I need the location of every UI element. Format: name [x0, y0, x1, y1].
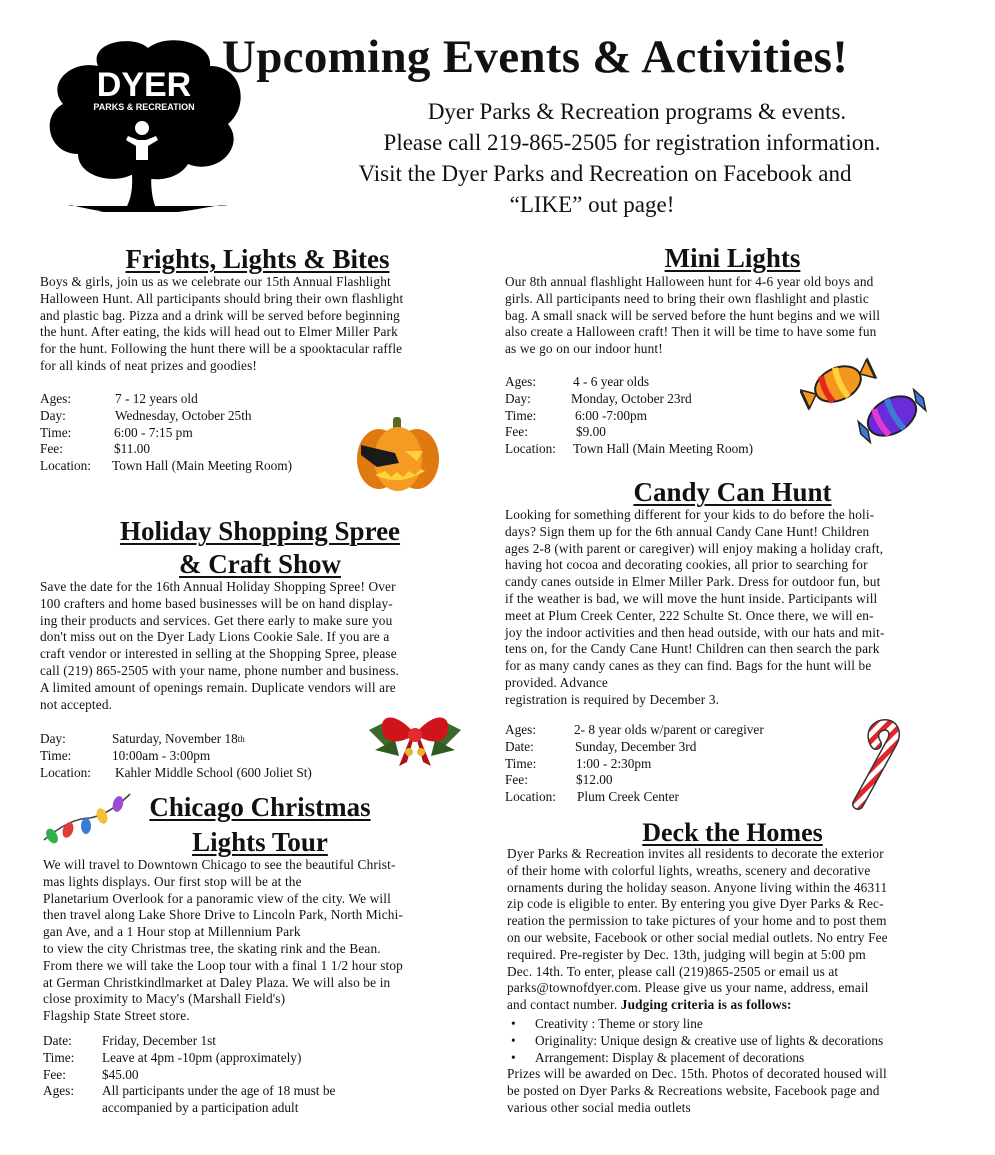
mini-heading: Mini Lights [664, 243, 801, 273]
text-line: tens on, for the Candy Cane Hunt! Children can then search the park [505, 641, 880, 657]
page-title: Upcoming Events & Activities! [222, 31, 849, 83]
text-line: on our website, Facebook or other social medial outlets. No entry Fee [507, 929, 888, 945]
text-line: We will travel to Downtown Chicago to see the beautiful Christ- [43, 857, 396, 872]
mini-body [505, 274, 965, 358]
text-line: A limited amount of openings remain. Duplicate vendors will are [40, 679, 396, 695]
bullet-icon: • [511, 1050, 516, 1065]
text-line: girls. All participants need to bring their own flashlight and plastic [505, 290, 869, 306]
candy-cane-icon [848, 718, 920, 810]
judging-criteria-label: Judging criteria is as follows: [620, 997, 792, 1013]
detail-row: Fee: $11.00 [40, 441, 151, 457]
text-line: ornaments during the holiday season. Anyone living within the 46311 [507, 879, 888, 895]
text-line: call (219) 865-2505 with your name, phone number and business. [40, 662, 400, 678]
detail-row: Location: Plum Creek Center [505, 789, 679, 805]
detail-row: Day: Monday, October 23rd [505, 390, 692, 406]
detail-row: Time: 6:00 -7:00pm [505, 407, 648, 423]
text-line: having hot cocoa and decorating cookies, all prior to searching for [505, 557, 868, 573]
detail-row: Ages: 7 - 12 years old [40, 391, 198, 406]
text-line: candy canes outside in Elmer Miller Park. Dress for outdoor fun, but [505, 574, 881, 590]
list-item: • Creativity : Theme or story line [507, 1015, 967, 1032]
text-line: mas lights displays. Our first stop will be at the [43, 873, 302, 889]
text-line: zip code is eligible to enter. By entering you give Dyer Parks & Rec- [507, 896, 884, 912]
detail-row: Location: Town Hall (Main Meeting Room) [40, 458, 293, 474]
bullet-icon: • [511, 1033, 516, 1048]
chicago-body [43, 857, 483, 1025]
chicago-heading-1: Chicago Christmas [149, 792, 371, 822]
detail-row: Fee: $45.00 [43, 1066, 139, 1082]
pumpkin-icon [355, 415, 441, 493]
deck-criteria-list [507, 1015, 967, 1066]
text-line: as we go on our indoor hunt! [505, 341, 663, 357]
holiday-body [40, 579, 480, 713]
text-line: not accepted. [40, 696, 113, 712]
text-line: Prizes will be awarded on Dec. 15th. Photos of decorated housed will [507, 1066, 887, 1081]
text-line: days? Sign them up for the 6th annual Candy Cane Hunt! Children [505, 523, 870, 539]
chicago-heading-2: Lights Tour [192, 827, 328, 857]
intro-line: “LIKE” out page! [509, 192, 675, 217]
intro-line: Visit the Dyer Parks and Recreation on Facebook and [358, 161, 852, 186]
text-line: at German Christkindlmarket at Daley Plaza. We will also be in [43, 974, 391, 990]
intro-block [292, 96, 962, 220]
bullet-icon: • [511, 1016, 516, 1031]
detail-row: Time: Leave at 4pm -10pm (approximately) [43, 1049, 302, 1065]
text-line: also create a Halloween craft! Then it will be time to have some fun [505, 324, 877, 340]
text-line: Halloween Hunt. All participants should bring their own flashlight [40, 290, 404, 306]
deck-heading: Deck the Homes [642, 818, 823, 847]
detail-row: Day: Saturday, November 18 th [40, 731, 245, 746]
intro-line: Dyer Parks & Recreation programs & events. [427, 99, 847, 124]
text-line: Boys & girls, join us as we celebrate our 15th Annual Flashlight [40, 274, 391, 289]
detail-row: Day: Wednesday, October 25th [40, 407, 252, 423]
detail-row: Fee: $12.00 [505, 772, 613, 788]
text-line: Looking for something different for your kids to do before the holi- [505, 507, 875, 522]
text-line: for all kinds of neat prizes and goodies! [40, 357, 257, 373]
frights-heading: Frights, Lights & Bites [125, 244, 390, 274]
detail-row: accompanied by a participation adult [102, 1100, 299, 1116]
text-line: for the hunt. Following the hunt there will be a spooktacular raffle [40, 341, 403, 357]
text-line: meet at Plum Creek Center, 222 Schulte St. Once there, we will en- [505, 607, 874, 623]
text-line: various other social media outlets [507, 1099, 691, 1115]
list-item: • Originality: Unique design & creative use of lights & decorations [507, 1032, 967, 1049]
bow-icon [365, 700, 465, 772]
text-line: ing their products and services. Get there early to make sure you [40, 612, 393, 628]
detail-row: Date: Sunday, December 3rd [505, 738, 697, 754]
text-line: if the weather is bad, we will move the hunt inside. Participants will [505, 590, 878, 606]
text-line: bag. A small snack will be served before the hunt begins and we will [505, 307, 881, 323]
string-lights-icon [40, 788, 134, 850]
text-line: close proximity to Macy's (Marshall Field's) [43, 991, 286, 1007]
text-line: registration is required by December 3. [505, 691, 720, 707]
detail-row: Date: Friday, December 1st [43, 1033, 216, 1048]
candy-heading: Candy Can Hunt [633, 477, 832, 507]
text-line: reation the permission to take pictures of your home and to post them [507, 913, 887, 929]
detail-row: Time: 1:00 - 2:30pm [505, 755, 652, 771]
text-line: 100 crafters and home based businesses will be on hand display- [40, 595, 393, 611]
intro-line: Please call 219-865-2505 for registration information. [383, 130, 881, 155]
text-line: and contact number. Judging criteria is as follows: [507, 997, 792, 1013]
text-line: Save the date for the 16th Annual Holiday Shopping Spree! Over [40, 579, 396, 594]
text-line: Flagship State Street store. [43, 1008, 190, 1024]
detail-row: Location: Kahler Middle School (600 Joliet St) [40, 764, 312, 780]
text-line: and plastic bag. Pizza and a drink will be served before beginning [40, 307, 400, 323]
text-line: parks@townofdyer.com. Please give us your name, address, email [507, 980, 869, 996]
candy-icon [800, 350, 930, 448]
text-line: Planetarium Overlook for a panoramic view of the city. We will [43, 890, 391, 906]
text-line: craft vendor or interested in selling at the Shopping Spree, please [40, 646, 397, 662]
detail-row: Ages: 4 - 6 year olds [505, 374, 650, 389]
text-line: then travel along Lake Shore Drive to Lincoln Park, North Michi- [43, 907, 404, 923]
text-line: gan Ave, and a 1 Hour stop at Millennium Park [43, 924, 301, 940]
logo-text-bottom: PARKS & RECREATION [93, 102, 195, 112]
text-line: From there we will take the Loop tour with a final 1 1/2 hour stop [43, 957, 403, 973]
detail-row: Ages: All participants under the age of 18 must be [43, 1083, 336, 1099]
deck-closing [507, 1066, 967, 1116]
text-line: don't miss out on the Dyer Lady Lions Cookie Sale. If you are a [40, 629, 390, 645]
detail-row: Time: 6:00 - 7:15 pm [40, 424, 193, 440]
text-line: Dec. 14th. To enter, please call (219)865-2505 or email us at [507, 963, 839, 979]
text-line: be posted on Dyer Parks & Recreations website, Facebook page and [507, 1082, 880, 1098]
holiday-heading-1: Holiday Shopping Spree [119, 516, 401, 546]
tree-logo-icon [38, 36, 253, 216]
dyer-logo [38, 36, 253, 216]
text-line: to view the city Christmas tree, the skating rink and the Bean. [43, 940, 381, 956]
text-line: joy the indoor activities and then head outside, with our hats and mit- [505, 624, 885, 640]
holiday-details [40, 731, 370, 781]
deck-body [507, 846, 967, 1014]
text-line: ages 2-8 (with parent or caregiver) will enjoy making a holiday craft, [505, 540, 884, 556]
frights-body [40, 274, 480, 375]
text-line: of their home with colorful lights, wreaths, scenery and decorative [507, 862, 871, 878]
text-line: provided. Advance [505, 674, 608, 690]
candy-body [505, 507, 965, 709]
text-line: for as many candy canes as they can find. Bags for the hunt will be [505, 658, 872, 674]
list-item: • Arrangement: Display & placement of decorations [507, 1049, 967, 1066]
text-line: Dyer Parks & Recreation invites all residents to decorate the exterior [507, 846, 884, 861]
text-line: required. Pre-register by Dec. 13th, judging will begin at 5:00 pm [507, 946, 866, 962]
detail-row: Ages: 2- 8 year olds w/parent or caregiver [505, 722, 764, 737]
candy-details [505, 722, 835, 806]
text-line: Our 8th annual flashlight Halloween hunt for 4-6 year old boys and [505, 274, 874, 289]
detail-row: Time: 10:00am - 3:00pm [40, 747, 211, 763]
detail-row: Fee: $9.00 [505, 424, 606, 440]
mini-details [505, 374, 825, 458]
logo-text-top: DYER [96, 66, 192, 104]
holiday-heading-2: & Craft Show [179, 549, 341, 579]
chicago-details [43, 1033, 463, 1117]
detail-row: Location: Town Hall (Main Meeting Room) [505, 441, 754, 457]
frights-details [40, 391, 350, 475]
text-line: the hunt. After eating, the kids will head out to Elmer Miller Park [40, 324, 398, 340]
